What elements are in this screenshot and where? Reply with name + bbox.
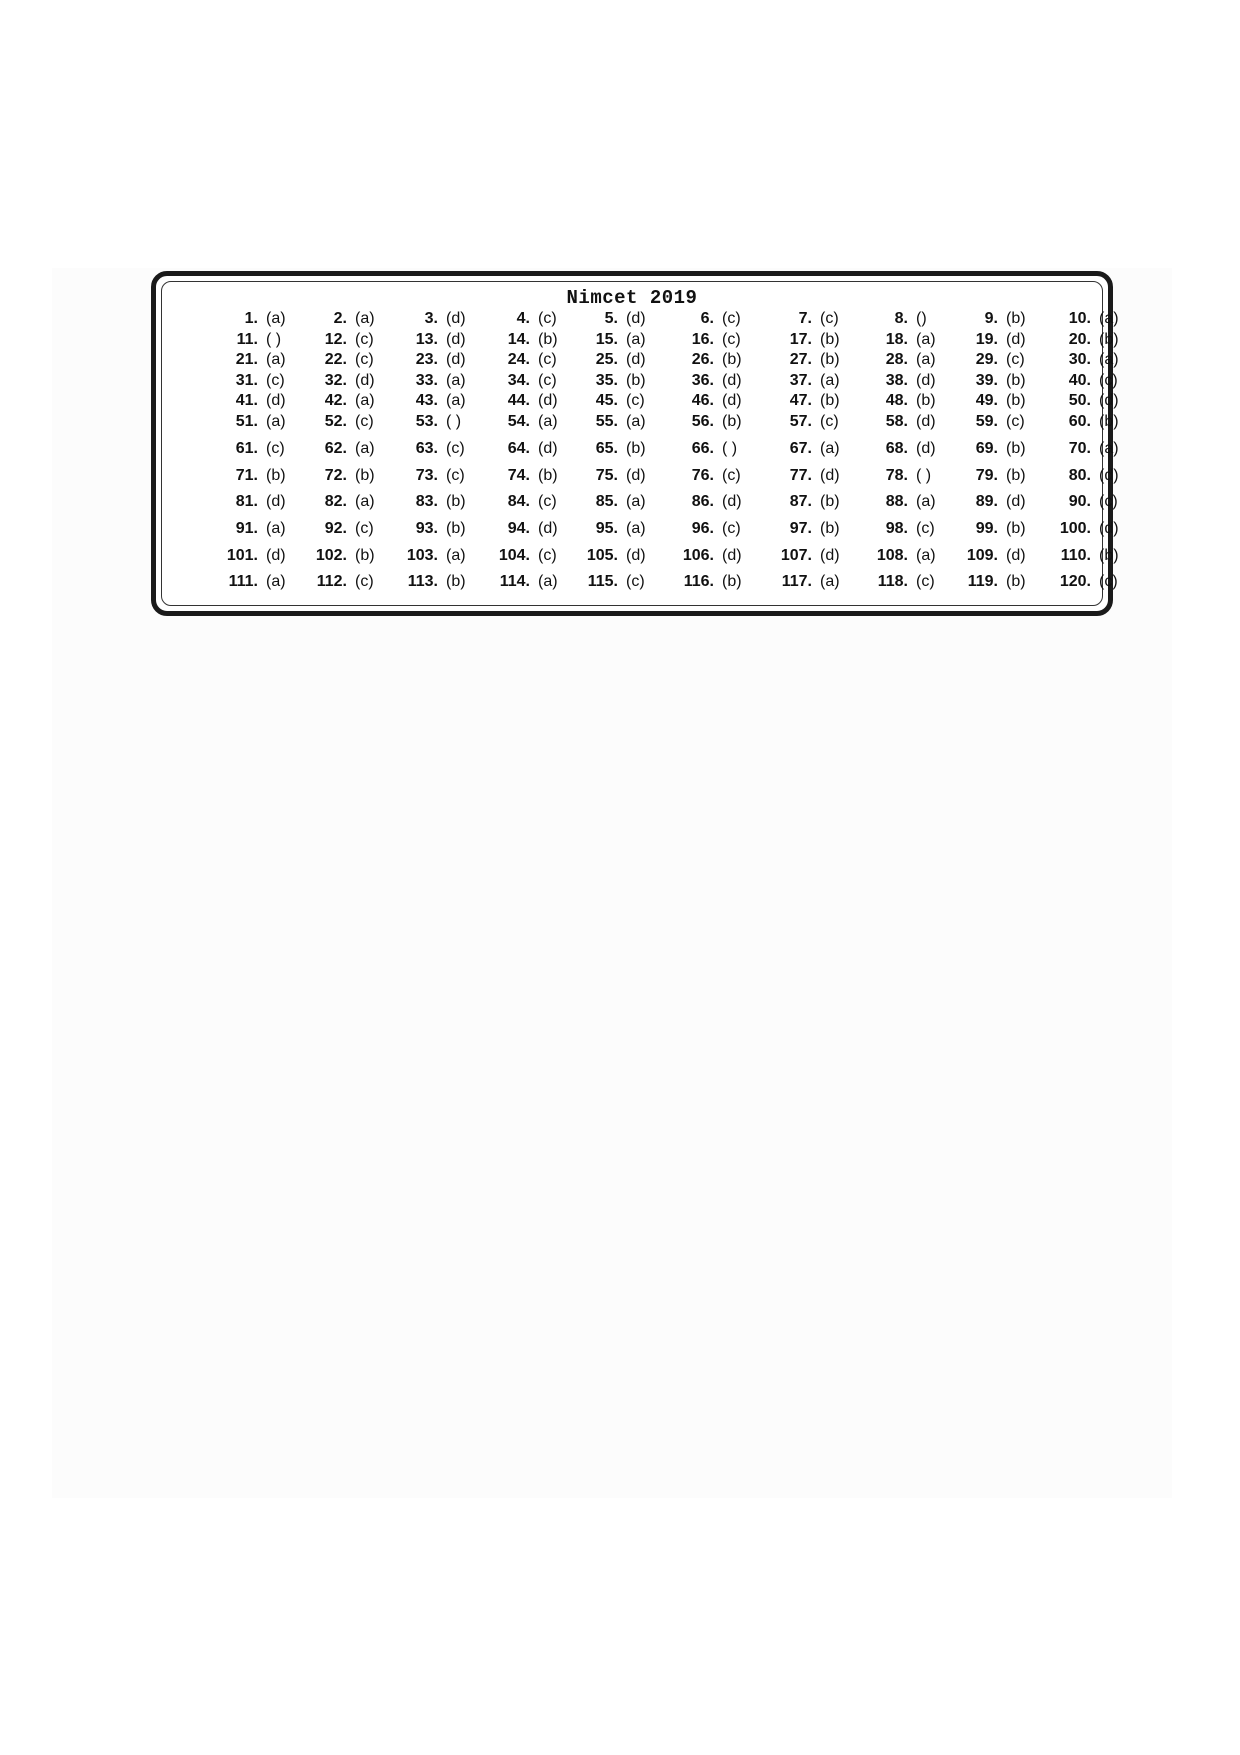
question-number: 103. <box>406 547 438 564</box>
question-number: 68. <box>885 440 908 457</box>
answer-option: (c) <box>355 413 374 430</box>
answer-option: (c) <box>266 372 285 389</box>
question-number: 65. <box>595 440 618 457</box>
answer-option: (b) <box>355 547 375 564</box>
question-number: 112. <box>316 573 347 590</box>
answer-option: (b) <box>1099 547 1119 564</box>
question-number: 79. <box>975 467 998 484</box>
answer-option: (a) <box>916 493 936 510</box>
answer-option: (c) <box>538 493 557 510</box>
answer-option: (d) <box>266 392 286 409</box>
question-number: 105. <box>586 547 618 564</box>
question-number: 48. <box>885 392 908 409</box>
question-number: 81. <box>235 493 258 510</box>
question-number: 1. <box>244 310 258 327</box>
answer-option: (b) <box>820 493 840 510</box>
question-number: 75. <box>595 467 618 484</box>
question-number: 27. <box>789 351 812 368</box>
answer-option: (a) <box>626 493 646 510</box>
answer-option: (a) <box>916 331 936 348</box>
answer-option: (b) <box>446 520 466 537</box>
answer-option: (a) <box>266 351 286 368</box>
answer-option: (c) <box>722 467 741 484</box>
question-number: 11. <box>236 331 258 348</box>
question-number: 111. <box>228 573 258 590</box>
question-number: 22. <box>324 351 347 368</box>
question-number: 21. <box>235 351 258 368</box>
question-number: 92. <box>324 520 347 537</box>
question-number: 3. <box>424 310 438 327</box>
answer-option: ( ) <box>722 440 738 457</box>
question-number: 15. <box>595 331 618 348</box>
answer-option: (c) <box>722 520 741 537</box>
question-number: 41. <box>235 392 258 409</box>
question-number: 118. <box>877 573 908 590</box>
question-number: 52. <box>324 413 347 430</box>
answer-option: (a) <box>916 547 936 564</box>
question-number: 73. <box>415 467 438 484</box>
question-number: 89. <box>975 493 998 510</box>
answer-option: (c) <box>538 372 557 389</box>
question-number: 104. <box>498 547 530 564</box>
answer-option: (d) <box>1006 547 1026 564</box>
question-number: 78. <box>885 467 908 484</box>
question-number: 100. <box>1059 520 1091 537</box>
answer-option: (d) <box>722 372 742 389</box>
question-number: 8. <box>894 310 908 327</box>
question-number: 61. <box>235 440 258 457</box>
answer-option: (b) <box>538 331 558 348</box>
answer-option: (a) <box>266 310 286 327</box>
question-number: 31. <box>235 372 258 389</box>
question-number: 82. <box>324 493 347 510</box>
answer-option: (d) <box>1006 493 1026 510</box>
question-number: 6. <box>700 310 714 327</box>
question-number: 63. <box>415 440 438 457</box>
answer-option: (c) <box>446 440 465 457</box>
answer-option: (b) <box>820 520 840 537</box>
question-number: 64. <box>507 440 530 457</box>
question-number: 101. <box>226 547 258 564</box>
question-number: 16. <box>691 331 714 348</box>
question-number: 113. <box>407 573 438 590</box>
answer-option: (c) <box>355 520 374 537</box>
question-number: 60. <box>1068 413 1091 430</box>
answer-option: (d) <box>538 392 558 409</box>
answer-option: (c) <box>266 440 285 457</box>
question-number: 10. <box>1068 310 1091 327</box>
question-number: 44. <box>507 392 530 409</box>
answer-option: (c) <box>722 310 741 327</box>
question-number: 56. <box>691 413 714 430</box>
answer-option: (c) <box>355 351 374 368</box>
question-number: 77. <box>789 467 812 484</box>
answer-option: (c) <box>538 547 557 564</box>
answer-option: (d) <box>446 310 466 327</box>
question-number: 23. <box>415 351 438 368</box>
question-number: 35. <box>595 372 618 389</box>
answer-key-box <box>151 271 1119 616</box>
question-number: 71. <box>235 467 258 484</box>
answer-option: (d) <box>1099 467 1119 484</box>
question-number: 29. <box>975 351 998 368</box>
question-number: 94. <box>507 520 530 537</box>
question-number: 13. <box>415 331 438 348</box>
question-number: 32. <box>324 372 347 389</box>
question-number: 117. <box>781 573 812 590</box>
answer-option: (c) <box>820 310 839 327</box>
question-number: 120. <box>1059 573 1091 590</box>
question-number: 57. <box>789 413 812 430</box>
answer-key-title: Nimcet 2019 <box>566 287 698 309</box>
answer-option: (d) <box>538 520 558 537</box>
question-number: 55. <box>595 413 618 430</box>
question-number: 2. <box>333 310 347 327</box>
answer-option: (a) <box>820 573 840 590</box>
question-number: 106. <box>682 547 714 564</box>
question-number: 24. <box>507 351 530 368</box>
answer-option: (b) <box>916 392 936 409</box>
answer-option: (d) <box>626 467 646 484</box>
question-number: 50. <box>1068 392 1091 409</box>
answer-option: (a) <box>1099 351 1119 368</box>
answer-option: (b) <box>1099 413 1119 430</box>
answer-option: (b) <box>355 467 375 484</box>
answer-option: (c) <box>626 392 645 409</box>
answer-option: (d) <box>1099 520 1119 537</box>
question-number: 12. <box>324 331 347 348</box>
answer-option: (c) <box>1099 573 1118 590</box>
answer-option: (d) <box>266 547 286 564</box>
answer-option: (a) <box>446 547 466 564</box>
answer-option: (d) <box>722 547 742 564</box>
answer-option: (b) <box>1099 331 1119 348</box>
question-number: 17. <box>789 331 812 348</box>
answer-option: (d) <box>446 331 466 348</box>
answer-option: (c) <box>538 351 557 368</box>
answer-option: (d) <box>916 413 936 430</box>
question-number: 39. <box>975 372 998 389</box>
answer-option: (b) <box>1006 467 1026 484</box>
question-number: 109. <box>966 547 998 564</box>
question-number: 99. <box>975 520 998 537</box>
answer-option: (d) <box>355 372 375 389</box>
question-number: 37. <box>789 372 812 389</box>
question-number: 62. <box>324 440 347 457</box>
answer-option: (d) <box>722 392 742 409</box>
answer-option: (c) <box>722 331 741 348</box>
answer-option: (a) <box>446 392 466 409</box>
answer-option: (c) <box>446 467 465 484</box>
answer-option: (c) <box>916 520 935 537</box>
question-number: 70. <box>1068 440 1091 457</box>
answer-option: (c) <box>355 573 374 590</box>
answer-option: () <box>916 310 927 327</box>
answer-option: (c) <box>1006 413 1025 430</box>
question-number: 91. <box>235 520 258 537</box>
answer-option: (d) <box>820 467 840 484</box>
answer-option: (b) <box>626 440 646 457</box>
answer-grid <box>156 276 1119 611</box>
question-number: 36. <box>691 372 714 389</box>
answer-option: (c) <box>626 573 645 590</box>
question-number: 43. <box>415 392 438 409</box>
answer-option: (a) <box>355 493 375 510</box>
answer-option: (b) <box>1006 520 1026 537</box>
question-number: 84. <box>507 493 530 510</box>
question-number: 38. <box>885 372 908 389</box>
question-number: 26. <box>691 351 714 368</box>
question-number: 30. <box>1068 351 1091 368</box>
question-number: 51. <box>235 413 258 430</box>
question-number: 98. <box>885 520 908 537</box>
question-number: 4. <box>516 310 530 327</box>
question-number: 59. <box>975 413 998 430</box>
answer-option: (b) <box>820 331 840 348</box>
answer-option: (b) <box>1006 440 1026 457</box>
question-number: 72. <box>324 467 347 484</box>
answer-option: (b) <box>1006 392 1026 409</box>
answer-option: (a) <box>266 573 286 590</box>
question-number: 110. <box>1060 547 1091 564</box>
answer-option: (a) <box>626 331 646 348</box>
answer-option: (a) <box>626 520 646 537</box>
answer-option: (d) <box>722 493 742 510</box>
answer-option: (a) <box>1099 310 1119 327</box>
answer-option: (d) <box>1099 392 1119 409</box>
question-number: 80. <box>1068 467 1091 484</box>
question-number: 42. <box>324 392 347 409</box>
answer-option: (c) <box>1099 372 1118 389</box>
answer-option: (d) <box>626 310 646 327</box>
question-number: 102. <box>315 547 347 564</box>
question-number: 114. <box>499 573 530 590</box>
answer-option: (a) <box>266 520 286 537</box>
answer-option: (c) <box>355 331 374 348</box>
answer-option: (d) <box>916 372 936 389</box>
question-number: 33. <box>415 372 438 389</box>
answer-option: (b) <box>266 467 286 484</box>
answer-option: ( ) <box>916 467 932 484</box>
question-number: 20. <box>1068 331 1091 348</box>
question-number: 25. <box>595 351 618 368</box>
answer-option: (a) <box>626 413 646 430</box>
question-number: 49. <box>975 392 998 409</box>
answer-option: (d) <box>916 440 936 457</box>
question-number: 108. <box>876 547 908 564</box>
question-number: 45. <box>595 392 618 409</box>
question-number: 93. <box>415 520 438 537</box>
answer-option: (b) <box>1006 372 1026 389</box>
question-number: 115. <box>587 573 618 590</box>
answer-option: (a) <box>916 351 936 368</box>
answer-option: (c) <box>820 413 839 430</box>
answer-option: (a) <box>538 413 558 430</box>
question-number: 7. <box>798 310 812 327</box>
answer-option: (a) <box>820 372 840 389</box>
question-number: 58. <box>885 413 908 430</box>
answer-option: (d) <box>538 440 558 457</box>
answer-option: (d) <box>446 351 466 368</box>
answer-option: (b) <box>722 413 742 430</box>
question-number: 119. <box>967 573 998 590</box>
question-number: 97. <box>789 520 812 537</box>
answer-option: (b) <box>1006 310 1026 327</box>
answer-option: (a) <box>538 573 558 590</box>
answer-option: (a) <box>355 310 375 327</box>
question-number: 5. <box>604 310 618 327</box>
answer-option: (b) <box>722 573 742 590</box>
question-number: 66. <box>691 440 714 457</box>
answer-option: (b) <box>1006 573 1026 590</box>
question-number: 85. <box>595 493 618 510</box>
question-number: 76. <box>691 467 714 484</box>
answer-option: (d) <box>820 547 840 564</box>
question-number: 46. <box>691 392 714 409</box>
question-number: 19. <box>975 331 998 348</box>
answer-option: (a) <box>355 440 375 457</box>
answer-option: (b) <box>446 573 466 590</box>
answer-option: (c) <box>538 310 557 327</box>
question-number: 67. <box>789 440 812 457</box>
question-number: 47. <box>789 392 812 409</box>
question-number: 88. <box>885 493 908 510</box>
question-number: 34. <box>507 372 530 389</box>
question-number: 14. <box>507 331 530 348</box>
answer-option: (c) <box>916 573 935 590</box>
question-number: 18. <box>885 331 908 348</box>
answer-option: (c) <box>1099 493 1118 510</box>
question-number: 116. <box>683 573 714 590</box>
question-number: 74. <box>507 467 530 484</box>
answer-option: ( ) <box>266 331 282 348</box>
answer-option: (b) <box>446 493 466 510</box>
question-number: 9. <box>984 310 998 327</box>
answer-option: (a) <box>1099 440 1119 457</box>
question-number: 54. <box>507 413 530 430</box>
question-number: 96. <box>691 520 714 537</box>
answer-option: (b) <box>626 372 646 389</box>
question-number: 95. <box>595 520 618 537</box>
answer-option: (a) <box>355 392 375 409</box>
answer-option: (c) <box>1006 351 1025 368</box>
answer-option: ( ) <box>446 413 462 430</box>
answer-option: (b) <box>538 467 558 484</box>
answer-option: (a) <box>266 413 286 430</box>
answer-option: (b) <box>820 351 840 368</box>
question-number: 83. <box>415 493 438 510</box>
question-number: 90. <box>1068 493 1091 510</box>
answer-option: (d) <box>626 547 646 564</box>
question-number: 28. <box>885 351 908 368</box>
answer-option: (d) <box>626 351 646 368</box>
question-number: 40. <box>1068 372 1091 389</box>
answer-option: (a) <box>446 372 466 389</box>
question-number: 87. <box>789 493 812 510</box>
answer-option: (a) <box>820 440 840 457</box>
answer-option: (d) <box>266 493 286 510</box>
question-number: 107. <box>780 547 812 564</box>
answer-option: (b) <box>722 351 742 368</box>
answer-option: (d) <box>1006 331 1026 348</box>
question-number: 86. <box>691 493 714 510</box>
answer-option: (b) <box>820 392 840 409</box>
question-number: 69. <box>975 440 998 457</box>
question-number: 53. <box>415 413 438 430</box>
